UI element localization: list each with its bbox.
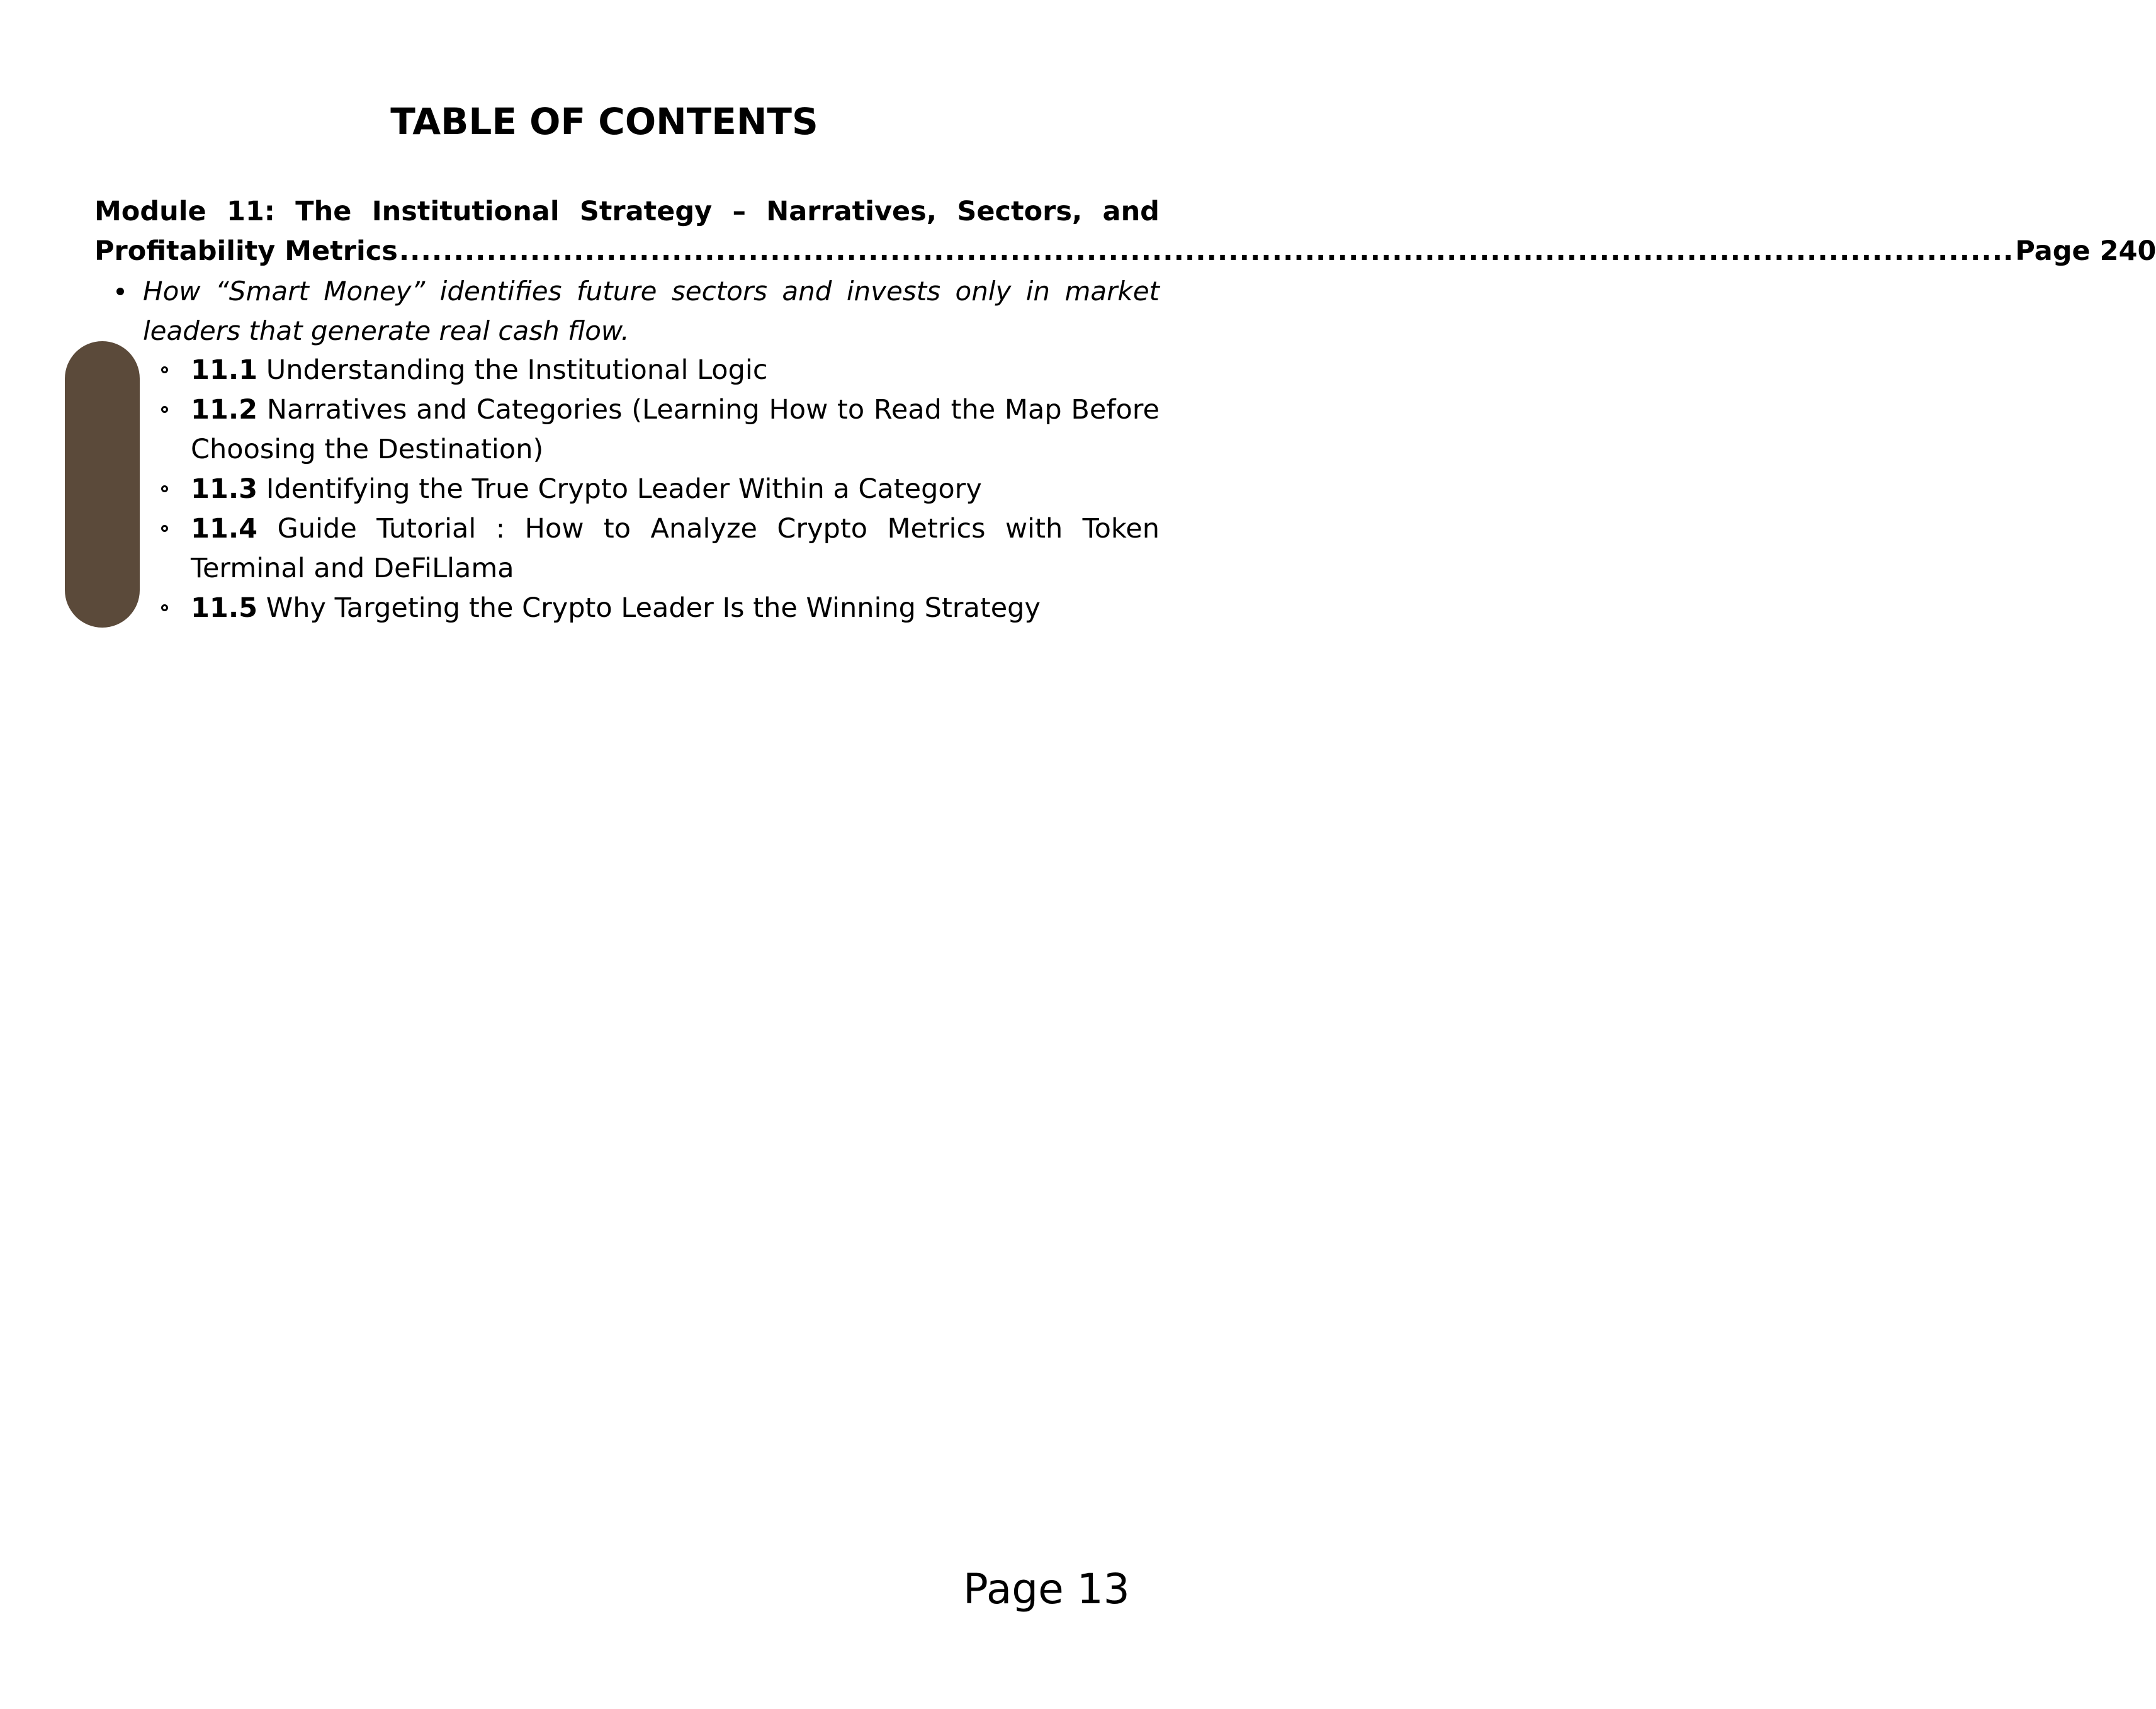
- section-entry[interactable]: [94, 351, 1160, 390]
- section-number: 11.2: [191, 394, 258, 426]
- section-title: Why Targeting the Crypto Leader Is the Winning Strategy: [266, 592, 1041, 624]
- section-entry[interactable]: [94, 589, 1160, 628]
- module-title-word: Institutional: [371, 196, 560, 227]
- section-title: Guide Tutorial : How to Analyze Crypto Metrics with Token Terminal and DeFiLlama: [191, 513, 1160, 584]
- module-title-word: 11:: [226, 196, 275, 227]
- bullet-icon: [116, 288, 124, 295]
- module-title-line: [94, 192, 1160, 232]
- section-entry[interactable]: [94, 470, 1160, 509]
- module-title-word: and: [1102, 196, 1160, 227]
- section-title: Understanding the Institutional Logic: [266, 354, 768, 386]
- module-summary: [94, 271, 1160, 351]
- module-title-word: Sectors,: [957, 196, 1083, 227]
- table-of-contents: [94, 192, 2156, 628]
- circle-bullet-icon: [161, 366, 168, 373]
- page-title: TABLE OF CONTENTS: [390, 100, 818, 143]
- section-list: [94, 351, 1160, 628]
- module-page-reference: Page 240: [2015, 235, 2156, 267]
- module-title-line: [94, 232, 2156, 271]
- page-number: Page 13: [963, 1565, 1130, 1613]
- module-title-word: Narratives,: [766, 196, 937, 227]
- section-number: 11.5: [191, 592, 258, 624]
- section-entry[interactable]: [94, 390, 1160, 470]
- section-title: Narratives and Categories (Learning How to Read the Map Before Choosing the Destination): [191, 394, 1160, 465]
- section-title: Identifying the True Crypto Leader Within a Category: [266, 473, 982, 505]
- module-title-word: Strategy: [579, 196, 713, 227]
- section-number: 11.1: [191, 354, 258, 386]
- module-title-continuation: Profitability Metrics: [94, 235, 398, 267]
- module-title-word: The: [295, 196, 352, 227]
- section-number: 11.4: [191, 513, 258, 544]
- circle-bullet-icon: [161, 525, 168, 532]
- module-title-word: Module: [94, 196, 206, 227]
- module-summary-text: How “Smart Money” identifies future sectors and invests only in market leaders that generate real cash flow.: [143, 276, 1160, 346]
- circle-bullet-icon: [161, 406, 168, 413]
- module-title-word: –: [732, 196, 746, 227]
- section-entry[interactable]: [94, 509, 1160, 589]
- section-number: 11.3: [191, 473, 258, 505]
- leader-dots: ....................................................................................................................................................: [398, 235, 2014, 267]
- circle-bullet-icon: [161, 604, 168, 611]
- module-entry[interactable]: [94, 192, 2156, 271]
- circle-bullet-icon: [161, 485, 168, 492]
